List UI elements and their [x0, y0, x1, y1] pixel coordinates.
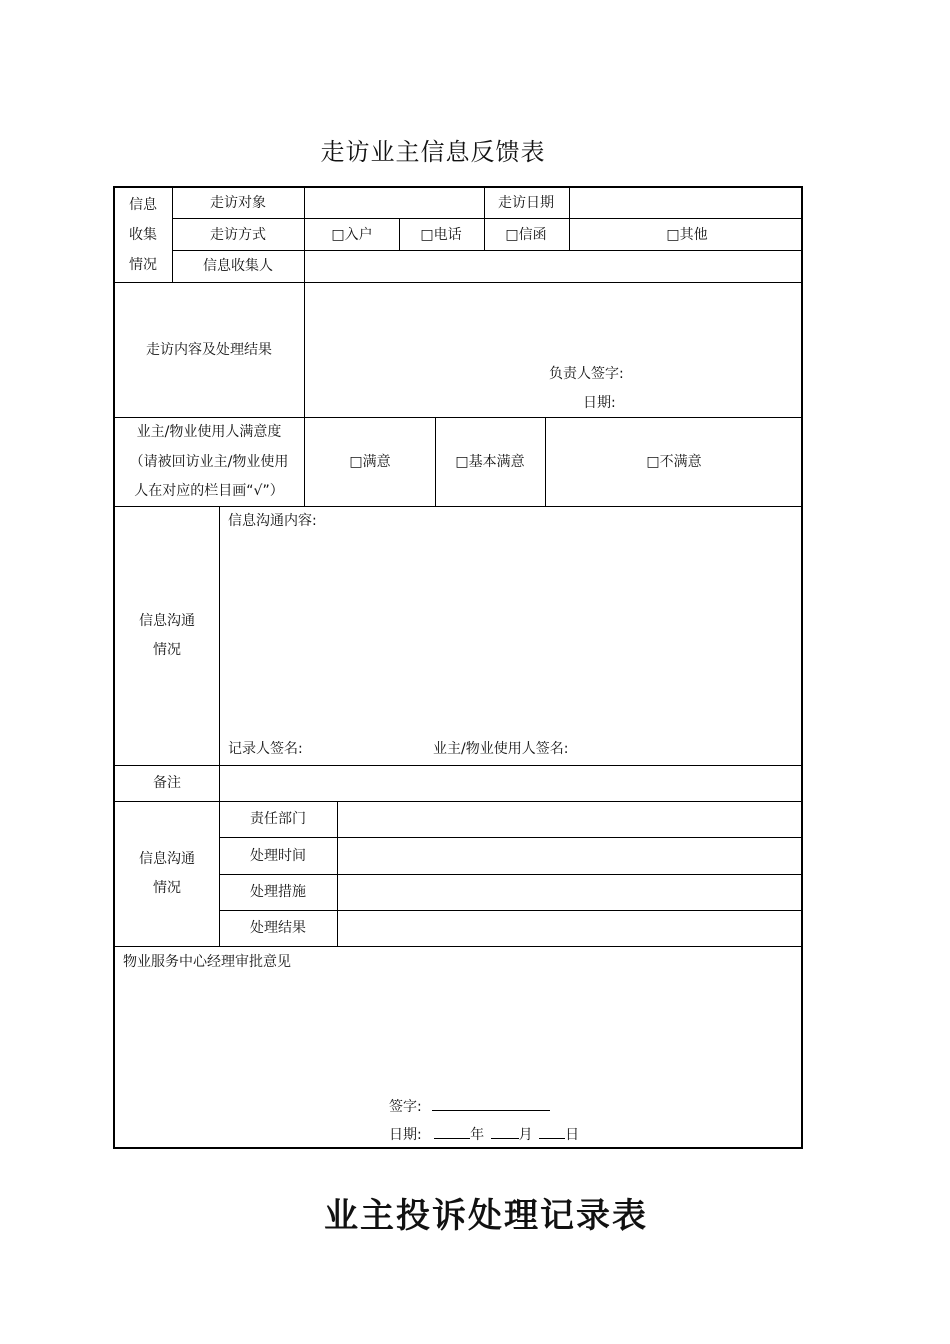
- visit-method-label: 走访方式: [210, 227, 266, 243]
- grid-line: [435, 417, 436, 506]
- grid-line: [115, 282, 803, 283]
- section1-label-line1: 信息: [129, 197, 157, 213]
- method-letter-checkbox[interactable]: □信函: [505, 227, 547, 243]
- method-home-checkbox[interactable]: □入户: [331, 227, 373, 243]
- responsible-date-label: 日期:: [583, 395, 616, 411]
- year-blank[interactable]: [434, 1124, 470, 1139]
- communication-label-line1: 信息沟通: [139, 613, 195, 629]
- collector-label: 信息收集人: [203, 258, 273, 274]
- method-other-checkbox[interactable]: □其他: [666, 227, 708, 243]
- grid-line: [219, 506, 220, 946]
- unsatisfied-checkbox[interactable]: □不满意: [646, 454, 702, 470]
- visit-target-label: 走访对象: [210, 195, 266, 211]
- approval-signature-label: 签字:: [389, 1099, 422, 1115]
- grid-line: [219, 837, 803, 838]
- communication-content-label: 信息沟通内容:: [228, 513, 317, 529]
- satisfaction-label-line1: 业主/物业使用人满意度: [136, 424, 282, 440]
- satisfaction-label-line3: 人在对应的栏目画“√”）: [134, 483, 284, 499]
- responsible-signature-label: 负责人签字:: [549, 366, 624, 382]
- handling-time-label: 处理时间: [250, 848, 306, 864]
- satisfied-checkbox[interactable]: □满意: [349, 454, 391, 470]
- grid-line: [399, 218, 400, 250]
- day-label: 日: [565, 1127, 580, 1143]
- basically-satisfied-checkbox[interactable]: □基本满意: [455, 454, 525, 470]
- month-blank[interactable]: [491, 1124, 519, 1139]
- grid-line: [115, 417, 803, 418]
- handling-result-label: 处理结果: [250, 920, 306, 936]
- responsible-dept-label: 责任部门: [250, 811, 306, 827]
- year-label: 年: [470, 1127, 485, 1143]
- visit-content-label: 走访内容及处理结果: [146, 342, 272, 358]
- section1-label-line2: 收集: [129, 227, 157, 243]
- remarks-label: 备注: [153, 775, 181, 791]
- day-blank[interactable]: [539, 1124, 565, 1139]
- signature-blank[interactable]: [432, 1096, 550, 1111]
- approval-date-row: [389, 1124, 579, 1144]
- month-label: 月: [518, 1127, 533, 1143]
- form-title: 走访业主信息反馈表: [320, 138, 546, 166]
- method-phone-checkbox[interactable]: □电话: [420, 227, 462, 243]
- approval-date-label: 日期:: [389, 1127, 422, 1143]
- grid-line: [545, 417, 546, 506]
- grid-line: [304, 188, 305, 506]
- communication-label-line2: 情况: [153, 642, 181, 658]
- handling-label-line1: 信息沟通: [139, 851, 195, 867]
- grid-line: [219, 910, 803, 911]
- handling-measures-label: 处理措施: [250, 884, 306, 900]
- approval-signature-row: [389, 1096, 550, 1116]
- grid-line: [219, 874, 803, 875]
- complaint-record-title: 业主投诉处理记录表: [324, 1196, 648, 1236]
- grid-line: [172, 218, 803, 219]
- visit-date-label: 走访日期: [498, 195, 554, 211]
- owner-signature-label: 业主/物业使用人签名:: [433, 741, 569, 757]
- grid-line: [115, 946, 803, 947]
- grid-line: [569, 188, 570, 250]
- section1-label-line3: 情况: [129, 257, 157, 273]
- manager-approval-label: 物业服务中心经理审批意见: [123, 954, 291, 970]
- grid-line: [172, 250, 803, 251]
- grid-line: [484, 188, 485, 250]
- grid-line: [337, 801, 338, 946]
- satisfaction-label-line2: （请被回访业主/物业使用: [129, 454, 289, 470]
- recorder-signature-label: 记录人签名:: [228, 741, 303, 757]
- grid-line: [172, 188, 173, 282]
- visit-feedback-form: [113, 186, 803, 1149]
- handling-label-line2: 情况: [153, 880, 181, 896]
